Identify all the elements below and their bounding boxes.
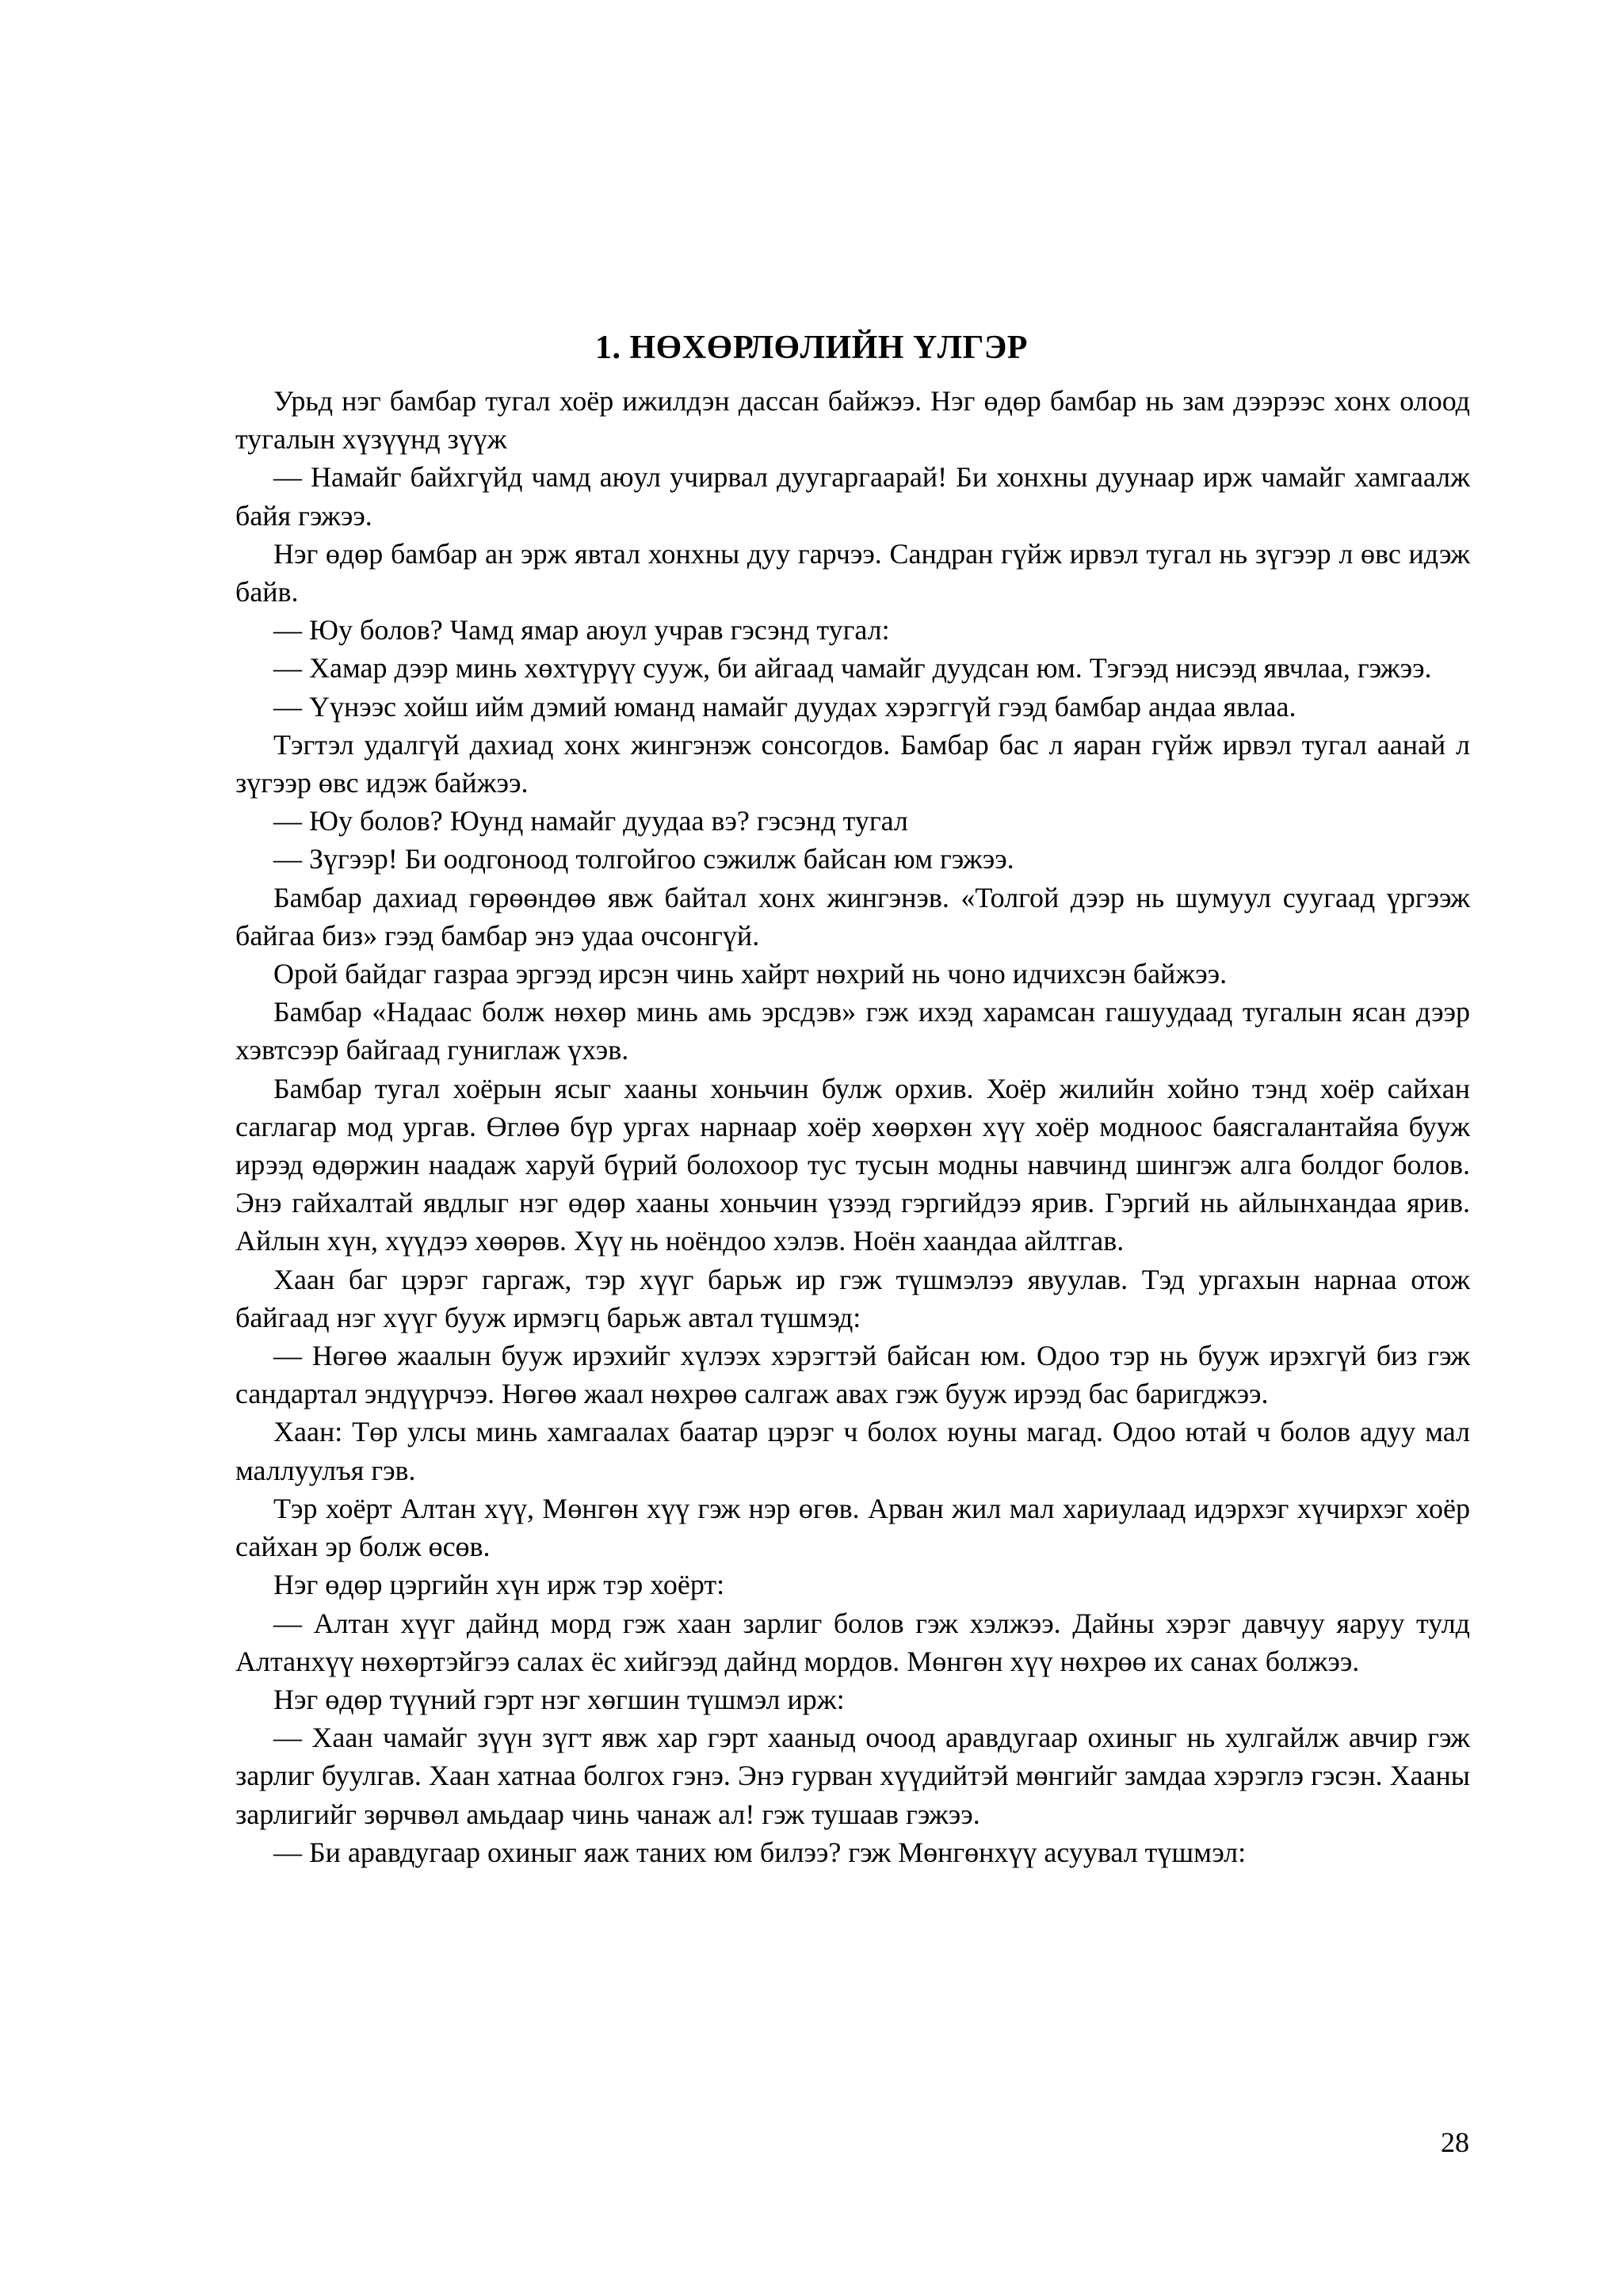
paragraph: Нэг өдөр цэргийн хүн ирж тэр хоёрт: [273,1569,725,1601]
paragraph: Тэр хоёрт Алтан хүү, Мөнгөн хүү гэж нэр өгөв. Арван жил мал хариулаад идэрхэг хүчирхэг хоёр сайхан эр болж өсөв. [235,1492,1470,1563]
paragraph: — Юу болов? Чамд ямар аюул учрав гэсэнд тугал: [273,614,890,646]
paragraph: — Зүгээр! Би оодгоноод толгойгоо сэжилж байсан юм гэжээ. [273,843,1014,875]
paragraph: — Хаан чамайг зүүн зүгт явж хар гэрт хааныд очоод аравдугаар охиныг нь хулгайлж авчир гэж зарлиг буулгав. Хаан хатнаа болгох гэнэ. Энэ гурван хүүдийтэй мөнгийг замдаа хэрэглэ гэсэн. Хааны зарлигийг зөрчвөл амьдаар чинь чанаж ал! гэж тушаав гэжээ. [235,1722,1470,1830]
paragraph: Бамбар дахиад гөрөөндөө явж байтал хонх жингэнэв. «Толгой дээр нь шумуул суугаад үргээж байгаа биз» гээд бамбар энэ удаа очсонгүй. [235,881,1470,952]
paragraph: Бамбар тугал хоёрын ясыг хааны хоньчин булж орхив. Хоёр жилийн хойно тэнд хоёр сайхан саглагар мод ургав. Өглөө бүр ургах нарнаар хоёр хөөрхөн хүү хоёр модноос баясгалантайяа бууж ирээд өдөржин наадаж харуй бүрий болохоор тус тусын модны навчинд шингэж алга болдог болов. Энэ гайхалтай явдлыг нэг өдөр хааны хоньчин үзээд гэргийдээ ярив. Гэргий нь айлынхандаа ярив. Айлын хүн, хүүдээ хөөрөв. Хүү нь ноёндоо хэлэв. Ноён хаандаа айлтгав. [235,1072,1470,1257]
paragraph: Урьд нэг бамбар тугал хоёр ижилдэн дассан байжээ. Нэг өдөр бамбар нь зам дээрээс хонх олоод тугалын хүзүүнд зүүж [235,385,1470,456]
page-title: 1. НӨХӨРЛӨЛИЙН ҮЛГЭР [595,330,1028,367]
paragraph: Нэг өдөр бамбар ан эрж явтал хонхны дуу гарчээ. Сандран гүйж ирвэл тугал нь зүгээр л өвс идэж байв. [235,537,1470,608]
paragraph: Тэгтэл удалгүй дахиад хонх жингэнэж сонсогдов. Бамбар бас л яаран гүйж ирвэл тугал аанай л зүгээр өвс идэж байжээ. [235,728,1470,799]
paragraph: — Намайг байхгүйд чамд аюул учирвал дуугаргаарай! Би хонхны дуунаар ирж чамайг хамгаалж байя гэжээ. [235,461,1470,532]
paragraph: Орой байдаг газраа эргээд ирсэн чинь хайрт нөхрий нь чоно идчихсэн байжээ. [273,958,1228,990]
paragraph: — Би аравдугаар охиныг яаж таних юм билээ? гэж Мөнгөнхүү асуувал түшмэл: [273,1836,1247,1868]
paragraph: Нэг өдөр түүний гэрт нэг хөгшин түшмэл ирж: [273,1683,845,1715]
page-number: 28 [1441,2126,1469,2158]
paragraph: — Нөгөө жаалын бууж ирэхийг хүлээх хэрэгтэй байсан юм. Одоо тэр нь бууж ирэхгүй биз гэж сандартал эндүүрчээ. Нөгөө жаал нөхрөө салгаж авах гэж бууж ирээд бас баригджээ. [235,1340,1470,1410]
paragraph: — Юу болов? Юунд намайг дуудаа вэ? гэсэнд тугал [273,805,908,837]
paragraph: — Үүнээс хойш ийм дэмий юманд намайг дуудах хэрэггүй гээд бамбар андаа явлаа. [273,690,1296,723]
body-text [235,382,1470,1871]
paragraph: — Хамар дээр минь хөхтүрүү сууж, би айгаад чамайг дуудсан юм. Тэгээд нисээд явчлаа, гэжээ. [273,652,1432,685]
paragraph: Хаан: Төр улсы минь хамгаалах баатар цэрэг ч болох юуны магад. Одоо ютай ч болов адуу мал маллуулъя гэв. [235,1416,1470,1486]
paragraph: Хаан баг цэрэг гаргаж, тэр хүүг барьж ир гэж түшмэлээ явуулав. Тэд ургахын нарнаа отож байгаад нэг хүүг бууж ирмэгц барьж автал түшмэд: [235,1263,1470,1333]
paragraph: Бамбар «Надаас болж нөхөр минь амь эрсдэв» гэж ихэд харамсан гашуудаад тугалын ясан дээр хэвтсээр байгаад гуниглаж үхэв. [235,996,1470,1066]
paragraph: — Алтан хүүг дайнд морд гэж хаан зарлиг болов гэж хэлжээ. Дайны хэрэг давчуу яаруу тулд Алтанхүү нөхөртэйгээ салах ёс хийгээд дайнд мордов. Мөнгөн хүү нөхрөө их санах болжээ. [235,1607,1470,1677]
